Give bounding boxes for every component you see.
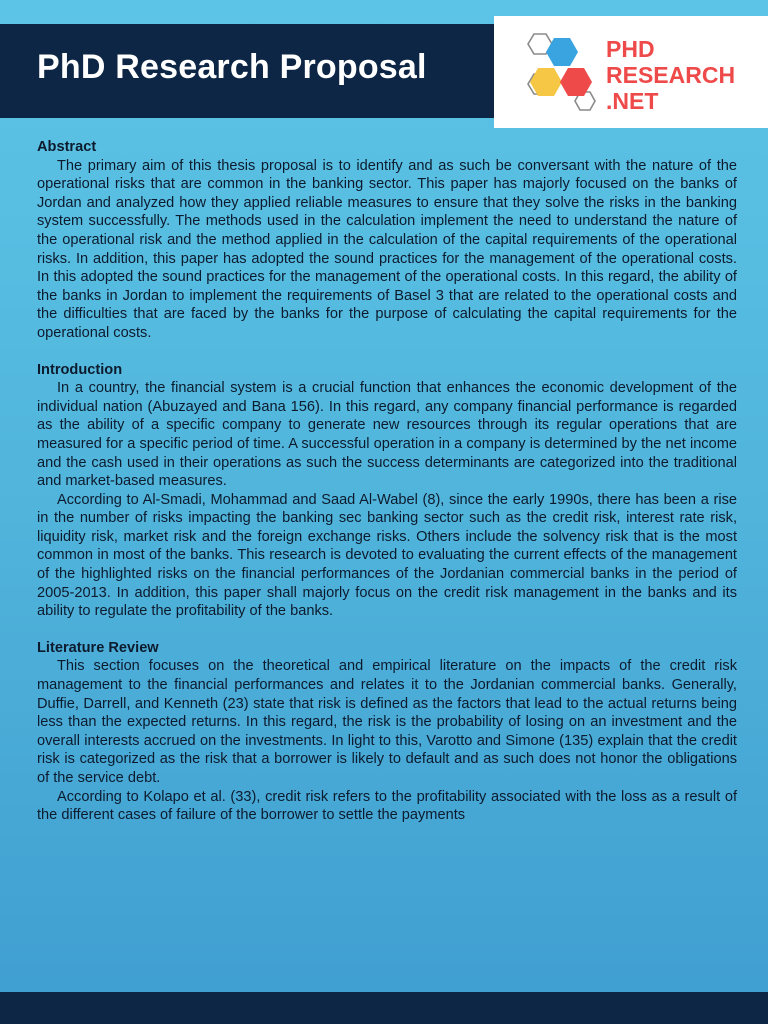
hexagon-logo-icon xyxy=(524,30,596,116)
footer-band xyxy=(0,992,768,1024)
paragraph: According to Kolapo et al. (33), credit risk refers to the profitability associated with the loss as a result of the different cases of failure of the borrower to settle the payments xyxy=(37,788,737,824)
section-heading: Introduction xyxy=(37,361,123,378)
document-body xyxy=(37,138,737,843)
abstract-section xyxy=(37,138,737,343)
page-title: PhD Research Proposal xyxy=(37,48,427,86)
paragraph: In a country, the financial system is a crucial function that enhances the economic development of the individual nation (Abuzayed and Bana 156). In this regard, any company financial performance is regarded as the ability of a specific company to generate new resources through its regular operations that are measured for a specific period of time. A successful operation in a company is determined by the net income and the cash used in their operations as such the success determinants are categorized into the traditional and market-based measures. xyxy=(37,380,737,490)
paragraph: According to Al-Smadi, Mohammad and Saad Al-Wabel (8), since the early 1990s, there has been a rise in the number of risks impacting the banking sec banking sector such as the credit risk, interest rate risk, liquidity risk, market risk and the foreign exchange risks. Others include the solvency risk that is the most common in most of the banks. This research is devoted to evaluating the current effects of the management of the highlighted risks on the financial performances of the Jordanian commercial banks in the period of 2005-2013. In addition, this paper shall majorly focus on the credit risk management in the banks and its ability to regulate the profitability of the banks. xyxy=(37,491,737,620)
section-heading: Abstract xyxy=(37,139,97,155)
logo-text: PHD RESEARCH .NET xyxy=(606,36,736,114)
paragraph: The primary aim of this thesis proposal is to identify and as such be conversant with the nature of the operational risks that are common in the banking sector. This paper has majorly focused on the banks of Jordan and analyzed how they applied reliable measures to ensure that they solve the risks in the banking system successfully. The methods used in the calculation implement the need to understand the nature of the operational risk and the method applied in the calculation of the capital requirements of the operational risks. In addition, this paper has adopted the sound practices for the management of the operational costs. In this adopted the sound practices for the management of the operational costs. In this regard, the ability of the banks in Jordan to implement the requirements of Basel 3 that are related to the operational costs and the difficulties that are faced by the banks for the purpose of calculating the capital requirements for the operational costs. xyxy=(37,157,737,341)
section-heading: Literature Review xyxy=(37,639,159,656)
literature-review-section xyxy=(37,639,737,825)
introduction-section xyxy=(37,361,737,621)
logo xyxy=(494,16,768,128)
paragraph: This section focuses on the theoretical and empirical literature on the impacts of the credit risk management to the financial performances and relates it to the Jordanian commercial banks. Generally, Duffie, Darrell, and Kenneth (23) state that risk is defined as the factors that lead to the actual returns being less than the expected returns. In this regard, the risk is the probability of losing on an investment and the overall interests accrued on the investments. In light to this, Varotto and Simone (135) explain that the credit risk is categorized as the risk that a borrower is likely to default and as such does not honor the obligations of the service debt. xyxy=(37,658,737,786)
